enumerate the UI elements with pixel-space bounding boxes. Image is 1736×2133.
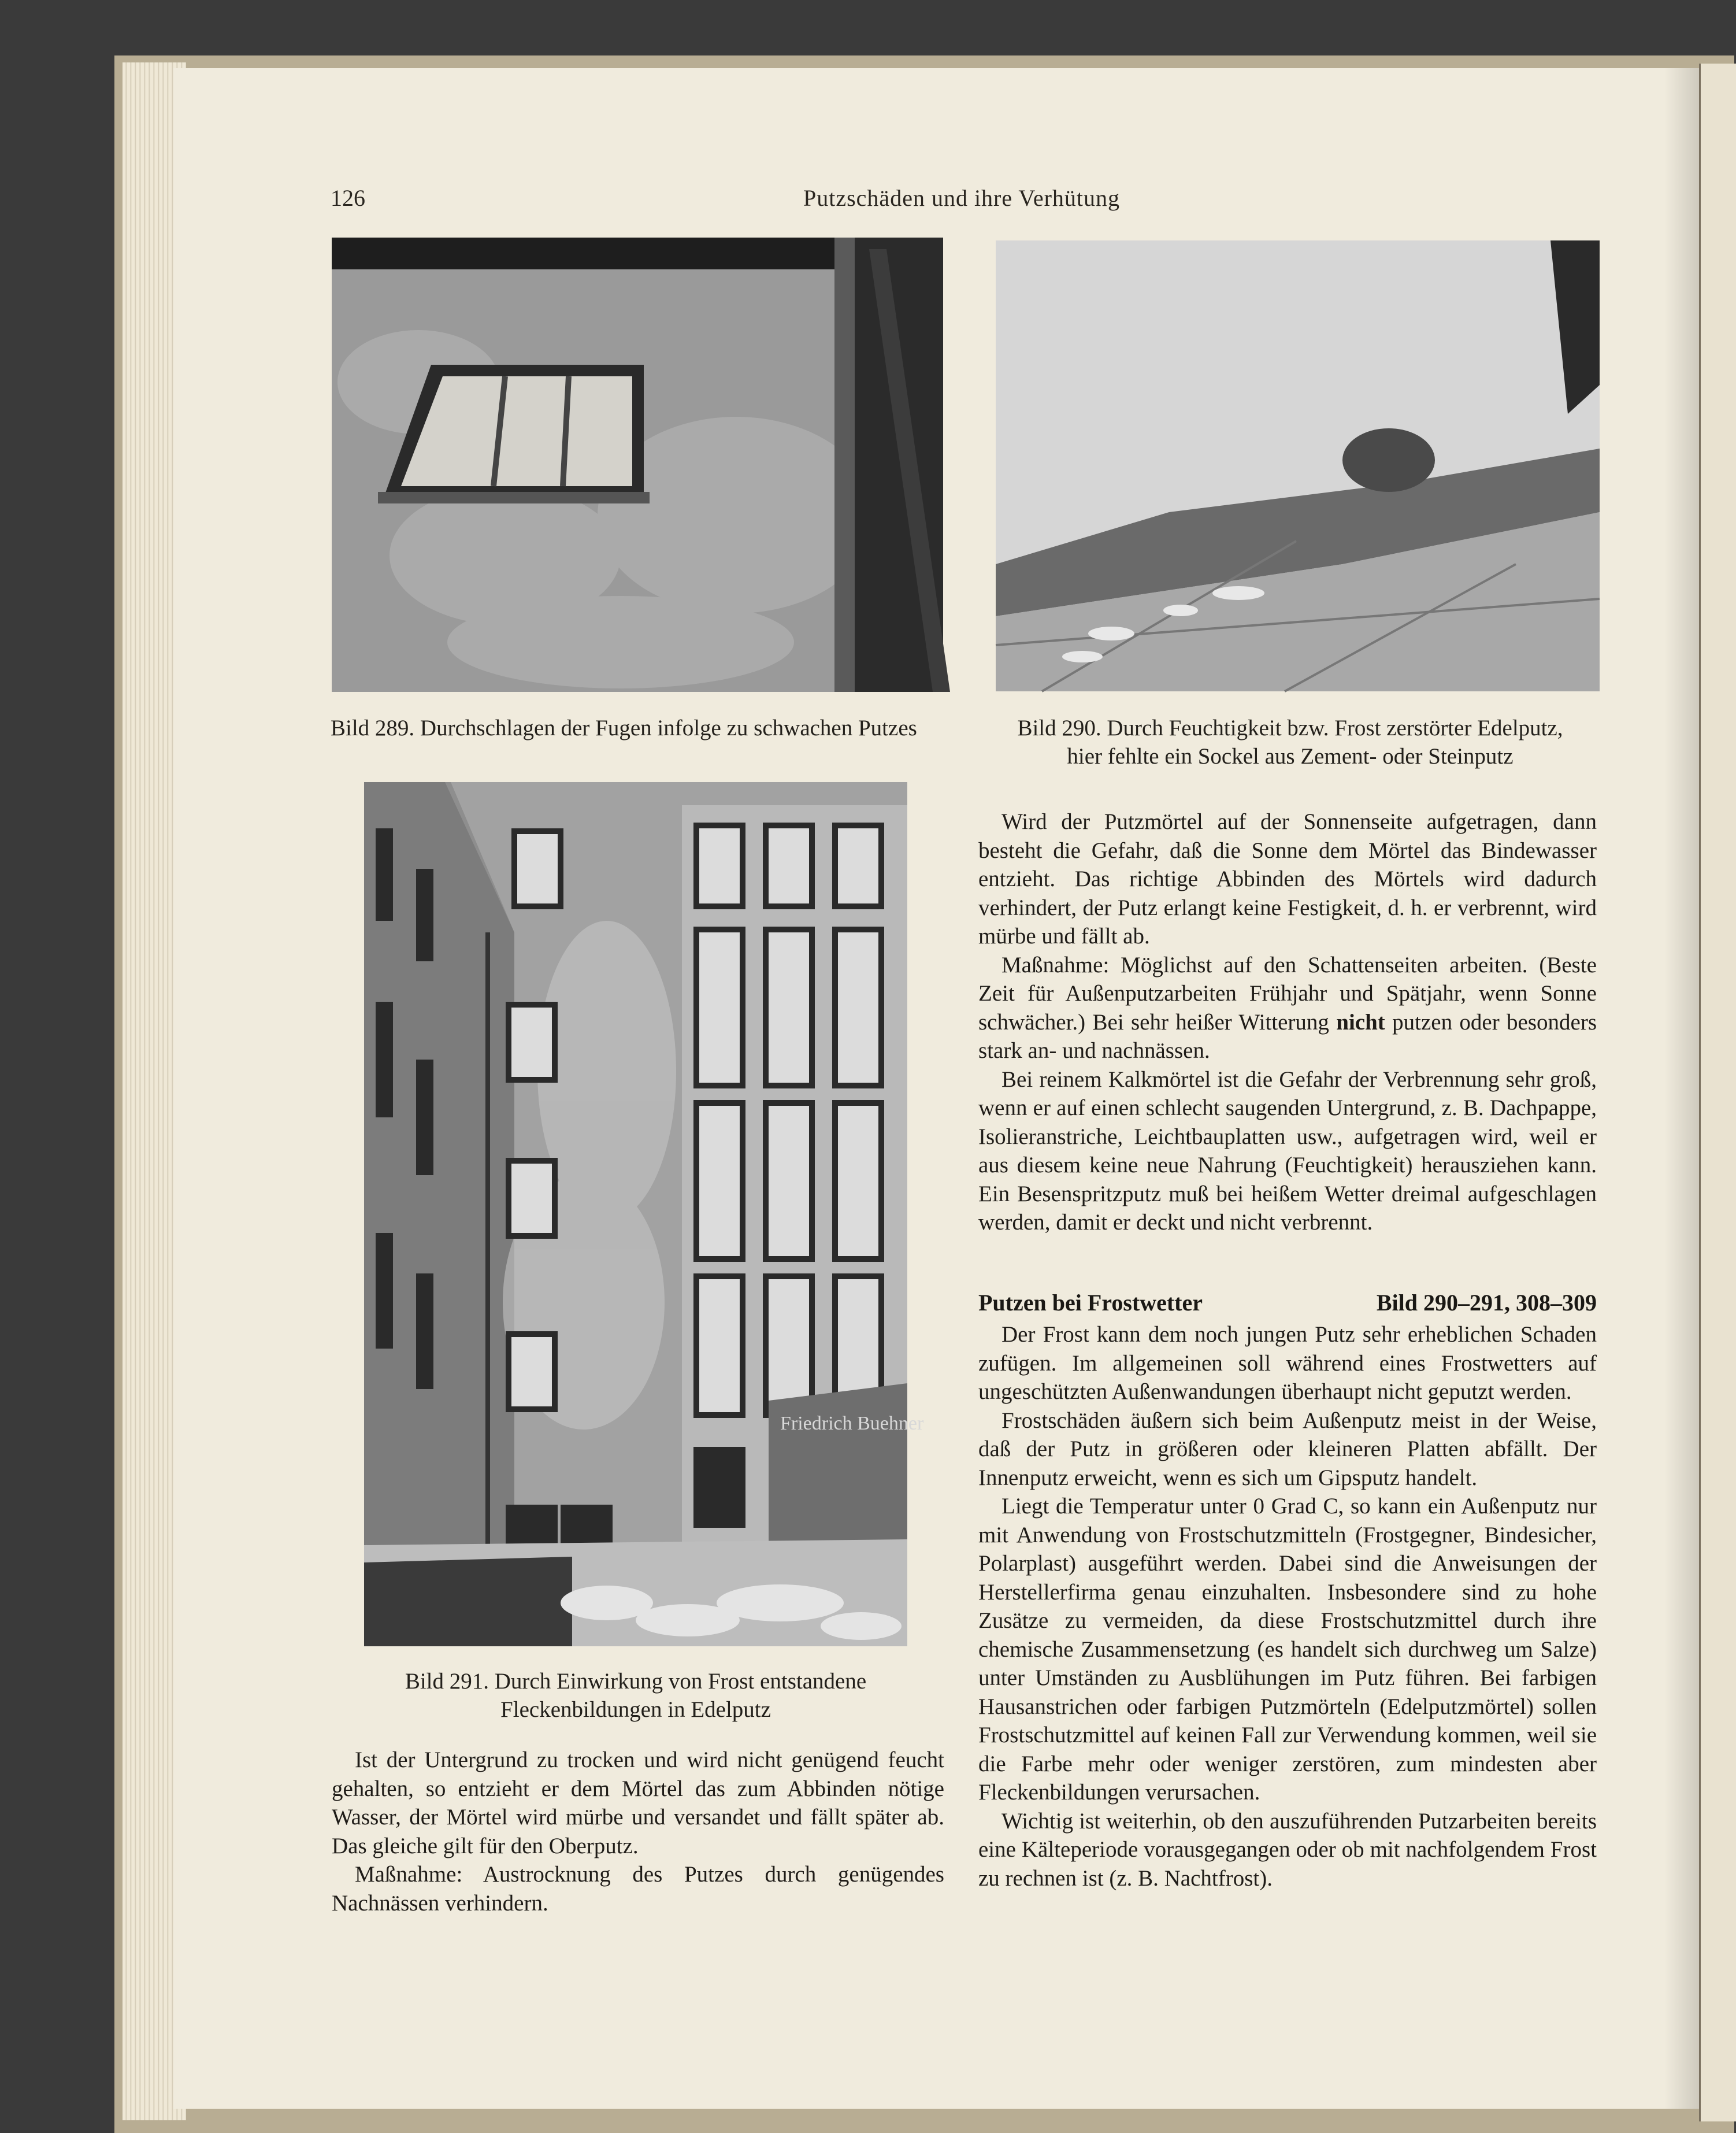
section-heading — [978, 1289, 1597, 1319]
caption-bild-290 — [977, 714, 1604, 771]
section-title: Putzen bei Frostwetter — [978, 1290, 1203, 1316]
paragraph: Frostschäden äußern sich beim Außenputz meist in der Weise, daß der Putz in größeren oder kleineren Platten abfällt. Der Innenputz erweicht, wenn es sich um Gipsputz handelt. — [978, 1408, 1597, 1490]
text-run: putzen oder besonders stark an- und nachnässen. — [978, 1009, 1597, 1063]
sign-text: Friedrich Buehner — [780, 1413, 924, 1434]
paragraph: Der Frost kann dem noch jungen Putz sehr erheblichen Schaden zufügen. Im allgemeinen soll während eines Frostwetters auf ungeschützten Außenwandungen überhaupt nicht geputzt werden. — [978, 1322, 1597, 1404]
caption-bild-291-line2: Fleckenbildungen in Edelputz — [500, 1697, 771, 1722]
photo-bild-290 — [996, 240, 1600, 691]
paragraph: Wird der Putzmörtel auf der Sonnenseite aufgetragen, dann besteht die Gefahr, daß die Sonne dem Mörtel das Bindewasser entzieht. Das richtige Abbinden des Mörtels wird dadurch verhindert, der Putz erlangt keine Festigkeit, d. h. er verbrennt, wird mürbe und fällt ab. — [978, 809, 1597, 949]
emphasis-nicht: nicht — [1336, 1009, 1385, 1035]
paragraph: Ist der Untergrund zu trocken und wird nicht genügend feucht gehalten, so entzieht er dem Mörtel das zum Abbinden nötige Wasser, der Mörtel wird mürbe und versandet und fällt später ab. Das gleiche gilt für den Oberputz. — [332, 1747, 944, 1858]
paragraph: Liegt die Temperatur unter 0 Grad C, so kann ein Außenputz nur mit Anwendung von Frostschutzmitteln (Frostgegner, Bindesicher, Polarplast) ausgeführt werden. Dabei sind die Anweisungen der Herstellerfirma genau einzuhalten. Insbesondere sind zu hohe Zusätze zu vermeiden, da diese Frostschutzmittel durch ihre chemische Zusammensetzung (es handelt sich durchweg um Salze) unter Umständen zu Ausblühungen im Putz führen. Bei farbigen Hausanstrichen oder farbigen Putzmörteln (Edelputzmörtel) sollen Frostschutzmittel auf keinen Fall zur Verwendung kommen, weil sie die Farbe mehr oder weniger zerstören, zum mindesten aber Fleckenbildungen verursachen. — [978, 1494, 1597, 1805]
paragraph: Bei reinem Kalkmörtel ist die Gefahr der Verbrennung sehr groß, wenn er auf einen schlecht saugenden Untergrund, z. B. Dachpappe, Isolieranstriche, Leichtbauplatten usw., aufgetragen wird, weil er aus diesem keine neue Nahrung (Feuchtigkeit) herausziehen kann. Ein Besenspritzputz muß bei heißem Wetter dreimal aufgeschlagen werden, damit er deckt und nicht verbrennt. — [978, 1066, 1597, 1235]
paragraph: Maßnahme: Austrocknung des Putzes durch genügendes Nachnässen verhindern. — [332, 1862, 944, 1916]
caption-bild-290-line1: Bild 290. Durch Feuchtigkeit bzw. Frost zerstörter Edelputz, — [1017, 716, 1563, 740]
photo-bild-289 — [332, 238, 943, 692]
paragraph — [978, 951, 1597, 1065]
next-page-edge — [1699, 64, 1736, 2121]
caption-bild-289: Bild 289. Durchschlagen der Fugen infolge zu schwachen Putzes — [331, 716, 917, 740]
paragraph: Wichtig ist weiterhin, ob den auszuführenden Putzarbeiten bereits eine Kälteperiode vorausgegangen oder ob mit nachfolgendem Frost zu rechnen ist (z. B. Nachtfrost). — [978, 1808, 1597, 1891]
section-body — [978, 1320, 1597, 1893]
caption-bild-291 — [353, 1667, 919, 1724]
caption-bild-291-line1: Bild 291. Durch Einwirkung von Frost entstandene — [405, 1669, 867, 1694]
left-column-text — [332, 1746, 944, 1917]
page-number: 126 — [331, 185, 365, 211]
running-title: Putzschäden und ihre Verhütung — [803, 185, 1121, 211]
photo-bild-291 — [364, 782, 924, 1646]
section-figure-refs: Bild 290–291, 308–309 — [1376, 1290, 1597, 1316]
caption-bild-290-line2: hier fehlte ein Sockel aus Zement- oder Steinputz — [1067, 744, 1514, 769]
right-column-text — [978, 808, 1597, 1237]
gutter-shadow — [1664, 68, 1699, 2109]
text-run: Maßnahme: Möglichst auf den Schattenseiten arbeiten. (Beste Zeit für Außenputzarbeiten Frühjahr und Spätjahr, wenn Sonne schwächer.) Bei sehr heißer Witterung — [978, 952, 1597, 1035]
